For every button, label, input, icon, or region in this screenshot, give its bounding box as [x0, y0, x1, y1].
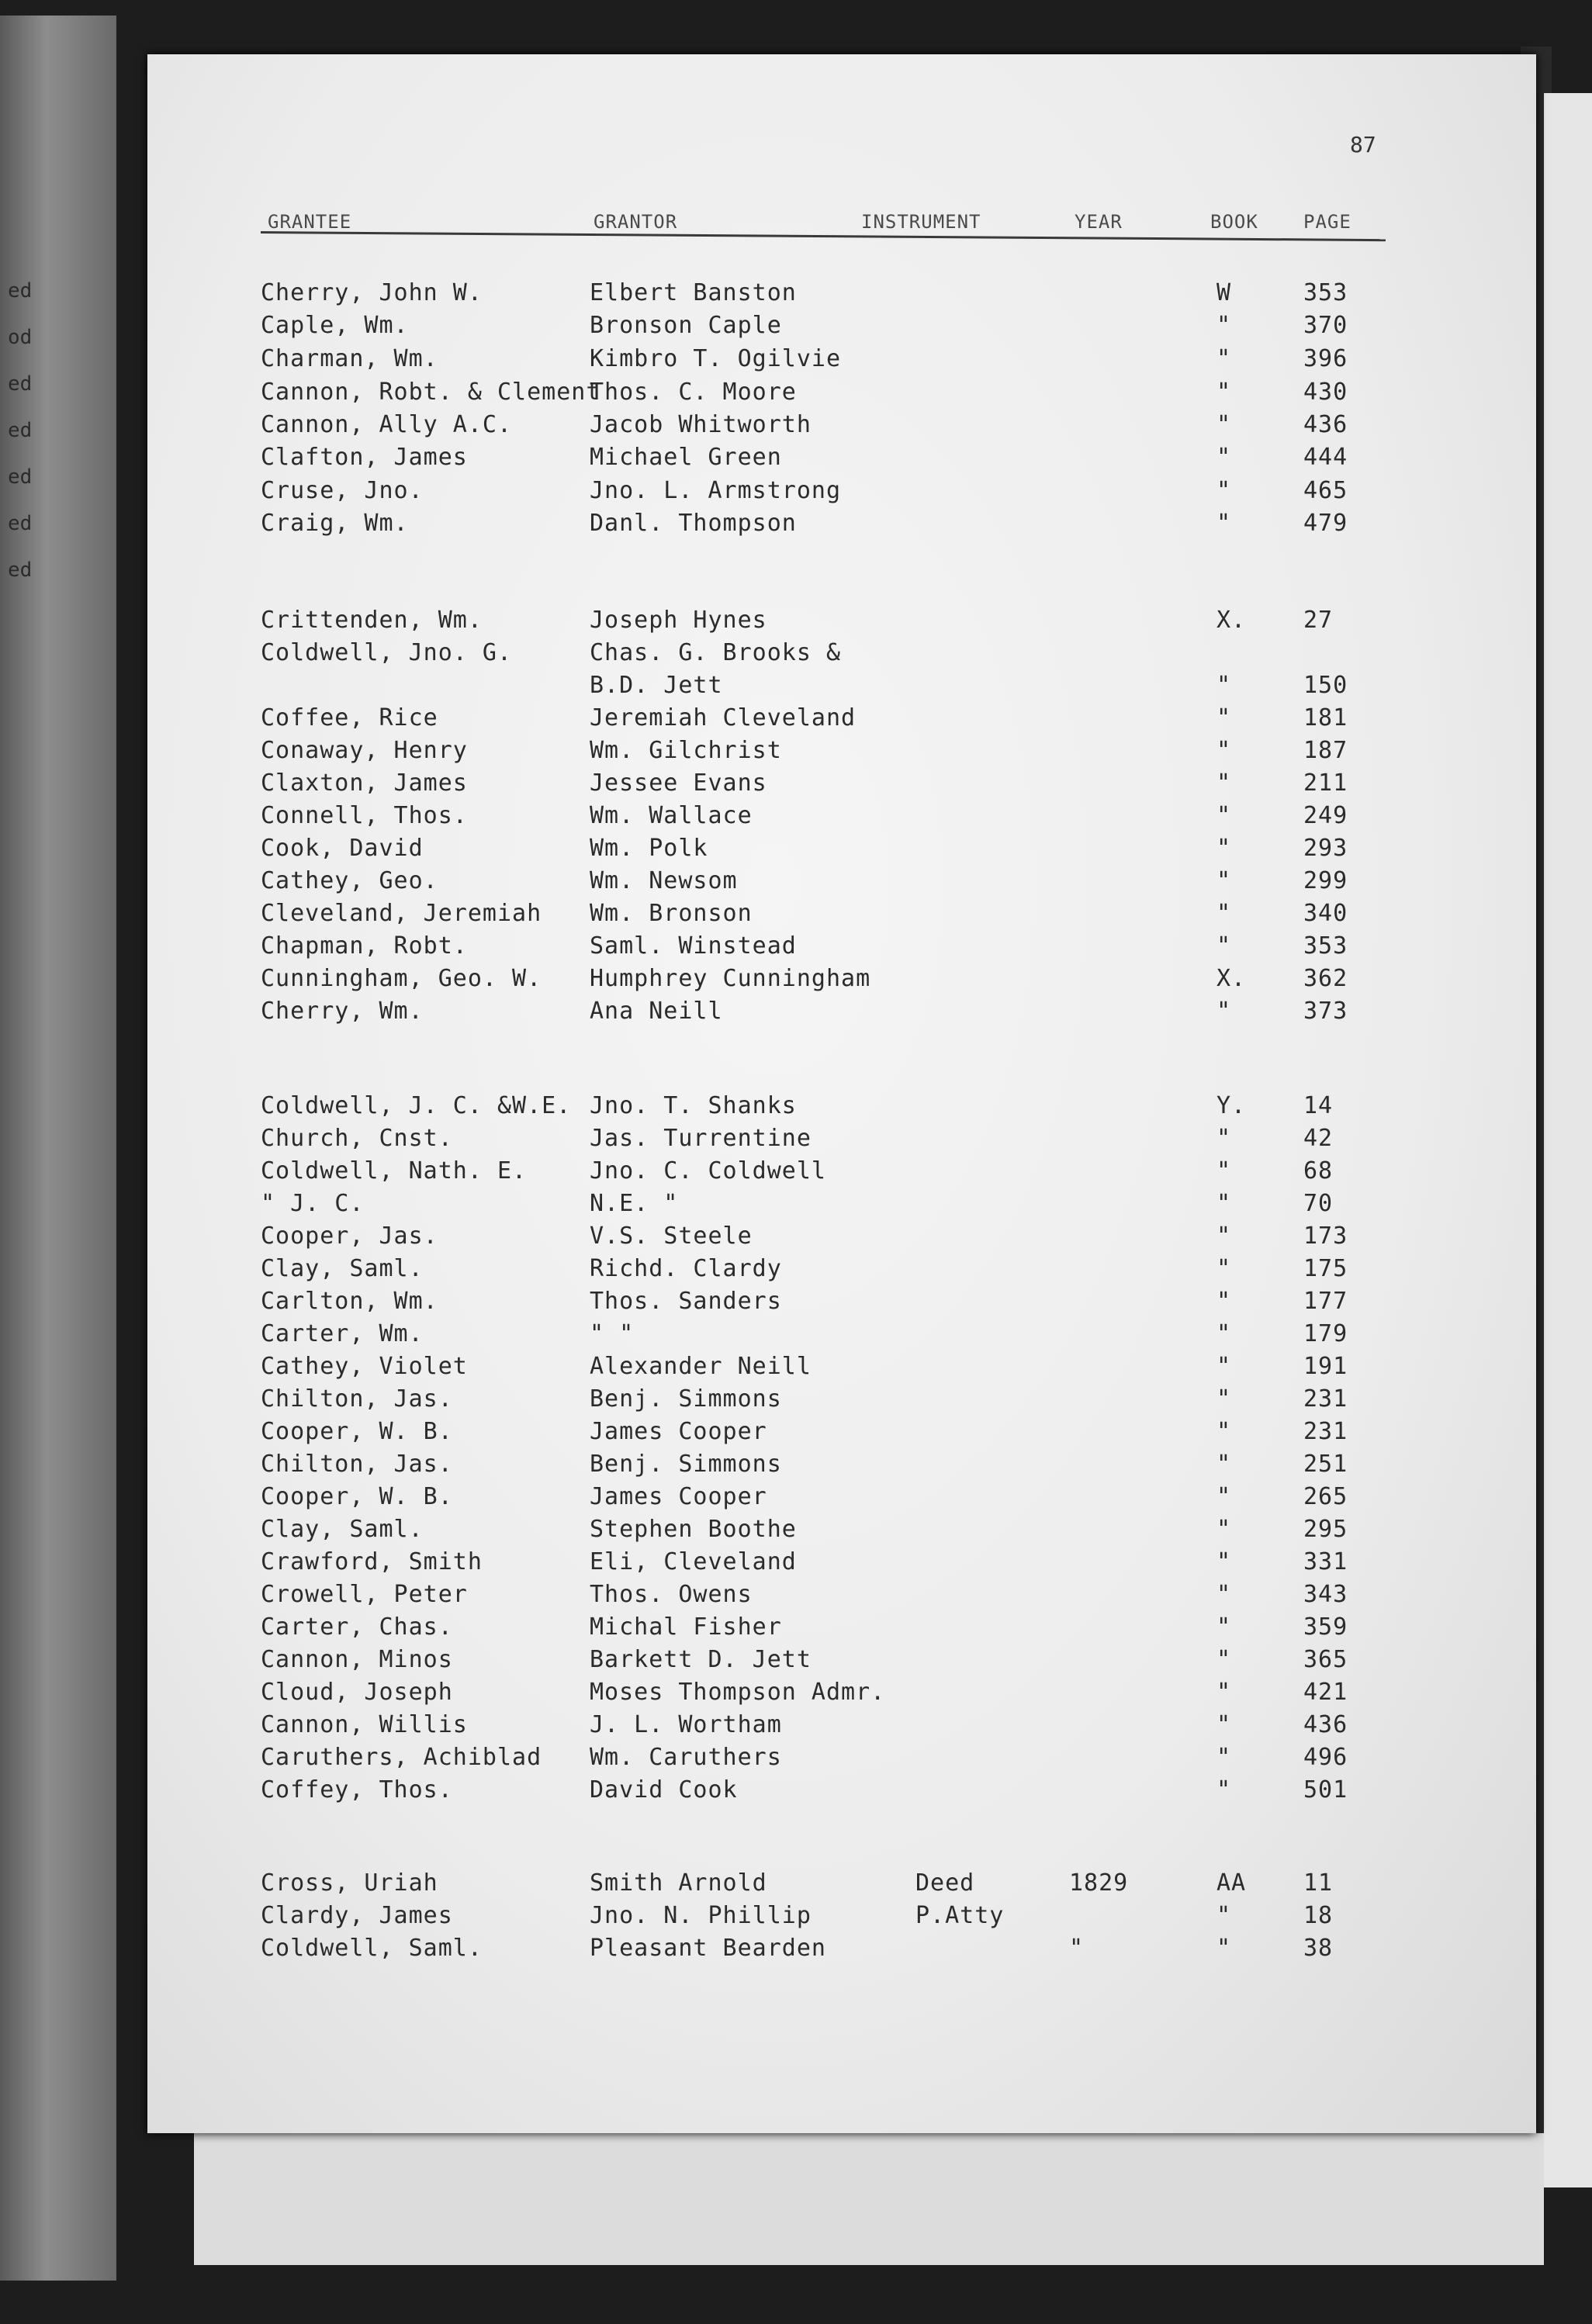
cell-book: X. — [1216, 607, 1247, 634]
cell-year: 1829 — [1069, 1869, 1129, 1897]
cell-book: " — [1216, 1679, 1232, 1706]
cell-page: 11 — [1303, 1869, 1334, 1897]
cell-book: X. — [1216, 965, 1247, 992]
cell-grantor: Moses Thompson Admr. — [590, 1679, 886, 1706]
cell-book: " — [1216, 802, 1232, 829]
cell-grantee: Cannon, Minos — [261, 1646, 453, 1673]
cell-grantee: Coffee, Rice — [261, 704, 438, 731]
cell-book: " — [1216, 1548, 1232, 1575]
cell-grantor: Elbert Banston — [590, 279, 797, 306]
cell-grantor: Michal Fisher — [590, 1613, 782, 1641]
cell-book: " — [1216, 998, 1232, 1025]
cell-page: 501 — [1303, 1776, 1348, 1804]
cell-book: " — [1216, 444, 1232, 471]
cell-page: 479 — [1303, 510, 1348, 537]
cell-grantee: Cannon, Ally A.C. — [261, 411, 513, 438]
cell-book: " — [1216, 1288, 1232, 1315]
cell-book: " — [1216, 867, 1232, 894]
cell-page: 231 — [1303, 1418, 1348, 1445]
cell-page: 173 — [1303, 1223, 1348, 1250]
cell-grantor: Michael Green — [590, 444, 782, 471]
cell-book: " — [1216, 345, 1232, 372]
cell-book: Y. — [1216, 1092, 1247, 1119]
cell-book: " — [1216, 1776, 1232, 1804]
cell-book: " — [1216, 1125, 1232, 1152]
cell-page: 249 — [1303, 802, 1348, 829]
cell-grantee: Crawford, Smith — [261, 1548, 483, 1575]
cell-grantee: Coldwell, J. C. &W.E. — [261, 1092, 572, 1119]
cell-grantee: Cooper, W. B. — [261, 1418, 453, 1445]
cell-grantee: Cook, David — [261, 835, 424, 862]
cell-grantee: Clardy, James — [261, 1902, 453, 1929]
cell-page: 14 — [1303, 1092, 1334, 1119]
cell-page: 181 — [1303, 704, 1348, 731]
cell-grantor: Wm. Polk — [590, 835, 708, 862]
cell-grantee: Conaway, Henry — [261, 737, 468, 764]
cell-page: 496 — [1303, 1744, 1348, 1771]
cell-grantee: Cunningham, Geo. W. — [261, 965, 542, 992]
cell-grantee: Caruthers, Achiblad — [261, 1744, 542, 1771]
cell-grantee: Cross, Uriah — [261, 1869, 438, 1897]
cell-page: 38 — [1303, 1935, 1334, 1962]
adjacent-page-edge: ed od ed ed ed ed ed — [0, 16, 116, 2281]
cell-grantor: Wm. Bronson — [590, 900, 753, 927]
cell-grantee: Coffey, Thos. — [261, 1776, 453, 1804]
cell-grantee: Cannon, Robt. & Clement — [261, 379, 601, 406]
cell-book: " — [1216, 379, 1232, 406]
cell-grantor: Smith Arnold — [590, 1869, 767, 1897]
cell-page: 370 — [1303, 312, 1348, 339]
cell-instrument: P.Atty — [915, 1902, 1005, 1929]
cell-page: 436 — [1303, 1711, 1348, 1738]
cell-book: " — [1216, 1157, 1232, 1184]
cell-page: 150 — [1303, 672, 1348, 699]
cell-book: " — [1216, 477, 1232, 504]
cell-page: 295 — [1303, 1516, 1348, 1543]
cell-book: " — [1216, 737, 1232, 764]
cell-grantee: Cloud, Joseph — [261, 1679, 453, 1706]
cell-grantor: Barkett D. Jett — [590, 1646, 812, 1673]
cell-page: 265 — [1303, 1483, 1348, 1510]
cell-grantee: Claxton, James — [261, 769, 468, 797]
cell-grantor: Stephen Boothe — [590, 1516, 797, 1543]
cell-page: 465 — [1303, 477, 1348, 504]
cell-grantor: James Cooper — [590, 1418, 767, 1445]
cell-page: 42 — [1303, 1125, 1334, 1152]
cell-book: " — [1216, 1418, 1232, 1445]
cell-grantee: Cherry, John W. — [261, 279, 483, 306]
cell-page: 353 — [1303, 932, 1348, 960]
cell-grantee: Clay, Saml. — [261, 1516, 424, 1543]
cell-grantor: Eli, Cleveland — [590, 1548, 797, 1575]
cell-grantor: Jas. Turrentine — [590, 1125, 812, 1152]
cell-grantor: Jno. C. Coldwell — [590, 1157, 826, 1184]
cell-book: " — [1216, 1190, 1232, 1217]
cell-page: 211 — [1303, 769, 1348, 797]
cell-page: 396 — [1303, 345, 1348, 372]
cell-grantee: Connell, Thos. — [261, 802, 468, 829]
cell-book: W — [1216, 279, 1232, 306]
cell-page: 231 — [1303, 1385, 1348, 1413]
cell-book: " — [1216, 411, 1232, 438]
cell-grantor: Wm. Wallace — [590, 802, 753, 829]
cell-page: 175 — [1303, 1255, 1348, 1282]
cell-book: " — [1216, 1385, 1232, 1413]
cell-grantor: Thos. Owens — [590, 1581, 753, 1608]
cell-grantee: Caple, Wm. — [261, 312, 409, 339]
cell-page: 421 — [1303, 1679, 1348, 1706]
cell-grantee: Cathey, Violet — [261, 1353, 468, 1380]
cell-grantor: N.E. " — [590, 1190, 679, 1217]
cell-page: 68 — [1303, 1157, 1334, 1184]
cell-book: " — [1216, 1581, 1232, 1608]
cell-grantee: Cleveland, Jeremiah — [261, 900, 542, 927]
cell-book: " — [1216, 835, 1232, 862]
cell-page: 293 — [1303, 835, 1348, 862]
cell-grantor: Jno. N. Phillip — [590, 1902, 812, 1929]
page-number: 87 — [1350, 132, 1376, 157]
cell-page: 444 — [1303, 444, 1348, 471]
cell-page: 331 — [1303, 1548, 1348, 1575]
cell-book: " — [1216, 1711, 1232, 1738]
cell-grantor: James Cooper — [590, 1483, 767, 1510]
cell-book: " — [1216, 1902, 1232, 1929]
cell-book: " — [1216, 1483, 1232, 1510]
cell-instrument: Deed — [915, 1869, 975, 1897]
cell-grantor: Benj. Simmons — [590, 1451, 782, 1478]
cell-grantee: Cherry, Wm. — [261, 998, 424, 1025]
header-book: BOOK — [1210, 211, 1258, 233]
cell-grantor: David Cook — [590, 1776, 738, 1804]
cell-page: 299 — [1303, 867, 1348, 894]
cell-book: " — [1216, 1516, 1232, 1543]
cell-grantee: Coldwell, Saml. — [261, 1935, 483, 1962]
cell-book: " — [1216, 1451, 1232, 1478]
cell-book: AA — [1216, 1869, 1247, 1897]
cell-grantor: Jessee Evans — [590, 769, 767, 797]
cell-grantor: Richd. Clardy — [590, 1255, 782, 1282]
cell-page: 27 — [1303, 607, 1334, 634]
cell-book: " — [1216, 510, 1232, 537]
page-under-edge — [194, 2133, 1544, 2265]
cell-grantee: Coldwell, Jno. G. — [261, 639, 513, 666]
cell-page: 251 — [1303, 1451, 1348, 1478]
header-year: YEAR — [1075, 211, 1123, 233]
cell-grantor: Jno. T. Shanks — [590, 1092, 797, 1119]
cell-page: 365 — [1303, 1646, 1348, 1673]
cell-grantee: Carter, Chas. — [261, 1613, 453, 1641]
cell-grantee: Chilton, Jas. — [261, 1451, 453, 1478]
cell-book: " — [1216, 1255, 1232, 1282]
cell-page: 436 — [1303, 411, 1348, 438]
adjacent-page-right — [1544, 93, 1592, 2187]
cell-page: 359 — [1303, 1613, 1348, 1641]
cell-book: " — [1216, 1935, 1232, 1962]
cell-book: " — [1216, 1613, 1232, 1641]
header-grantor: GRANTOR — [594, 211, 678, 233]
cell-page: 18 — [1303, 1902, 1334, 1929]
cell-page: 362 — [1303, 965, 1348, 992]
cell-grantor: B.D. Jett — [590, 672, 723, 699]
cell-grantee: Cooper, Jas. — [261, 1223, 438, 1250]
cell-book: " — [1216, 704, 1232, 731]
cell-page: 191 — [1303, 1353, 1348, 1380]
cell-grantor: Thos. Sanders — [590, 1288, 782, 1315]
cell-grantor: Humphrey Cunningham — [590, 965, 871, 992]
cell-grantor: " " — [590, 1320, 635, 1347]
cell-grantee: Craig, Wm. — [261, 510, 409, 537]
cell-book: " — [1216, 672, 1232, 699]
cell-grantee: Chilton, Jas. — [261, 1385, 453, 1413]
cell-grantee: Crowell, Peter — [261, 1581, 468, 1608]
cell-grantor: Jeremiah Cleveland — [590, 704, 857, 731]
cell-grantee: Cannon, Willis — [261, 1711, 468, 1738]
cell-book: " — [1216, 1320, 1232, 1347]
header-page: PAGE — [1303, 211, 1351, 233]
cell-book: " — [1216, 932, 1232, 960]
cell-grantee: Clay, Saml. — [261, 1255, 424, 1282]
cell-grantor: Benj. Simmons — [590, 1385, 782, 1413]
cell-grantor: J. L. Wortham — [590, 1711, 782, 1738]
cell-grantee: Cathey, Geo. — [261, 867, 438, 894]
cell-book: " — [1216, 900, 1232, 927]
cell-year: " — [1069, 1935, 1085, 1962]
cell-book: " — [1216, 1744, 1232, 1771]
cell-grantee: Clafton, James — [261, 444, 468, 471]
cell-grantor: Joseph Hynes — [590, 607, 767, 634]
cell-page: 177 — [1303, 1288, 1348, 1315]
cell-grantor: Ana Neill — [590, 998, 723, 1025]
cell-grantor: Pleasant Bearden — [590, 1935, 826, 1962]
cell-page: 340 — [1303, 900, 1348, 927]
cell-grantee: Cruse, Jno. — [261, 477, 424, 504]
cell-grantee: Carter, Wm. — [261, 1320, 424, 1347]
cell-grantee: Cooper, W. B. — [261, 1483, 453, 1510]
cell-page: 373 — [1303, 998, 1348, 1025]
cell-book: " — [1216, 1223, 1232, 1250]
cell-page: 430 — [1303, 379, 1348, 406]
cell-page: 343 — [1303, 1581, 1348, 1608]
cell-book: " — [1216, 1646, 1232, 1673]
cell-page: 70 — [1303, 1190, 1334, 1217]
cell-grantor: Alexander Neill — [590, 1353, 812, 1380]
cell-grantee: Charman, Wm. — [261, 345, 438, 372]
cell-grantor: Wm. Gilchrist — [590, 737, 782, 764]
cell-grantor: Chas. G. Brooks & — [590, 639, 842, 666]
cell-grantor: Wm. Caruthers — [590, 1744, 782, 1771]
header-grantee: GRANTEE — [268, 211, 352, 233]
cell-grantor: Saml. Winstead — [590, 932, 797, 960]
header-instrument: INSTRUMENT — [861, 211, 981, 233]
cell-grantor: Bronson Caple — [590, 312, 782, 339]
cell-grantor: Danl. Thompson — [590, 510, 797, 537]
cell-page: 179 — [1303, 1320, 1348, 1347]
cell-grantee: Crittenden, Wm. — [261, 607, 483, 634]
cell-book: " — [1216, 769, 1232, 797]
cell-book: " — [1216, 312, 1232, 339]
cell-grantor: Kimbro T. Ogilvie — [590, 345, 842, 372]
cell-grantee: " J. C. — [261, 1190, 365, 1217]
cell-grantee: Church, Cnst. — [261, 1125, 453, 1152]
cell-grantor: Jno. L. Armstrong — [590, 477, 842, 504]
cell-grantee: Carlton, Wm. — [261, 1288, 438, 1315]
cell-page: 187 — [1303, 737, 1348, 764]
cell-page: 353 — [1303, 279, 1348, 306]
cell-book: " — [1216, 1353, 1232, 1380]
cell-grantee: Chapman, Robt. — [261, 932, 468, 960]
cell-grantor: Wm. Newsom — [590, 867, 738, 894]
cell-grantor: Thos. C. Moore — [590, 379, 797, 406]
cell-grantor: Jacob Whitworth — [590, 411, 812, 438]
cell-grantor: V.S. Steele — [590, 1223, 753, 1250]
cell-grantee: Coldwell, Nath. E. — [261, 1157, 528, 1184]
